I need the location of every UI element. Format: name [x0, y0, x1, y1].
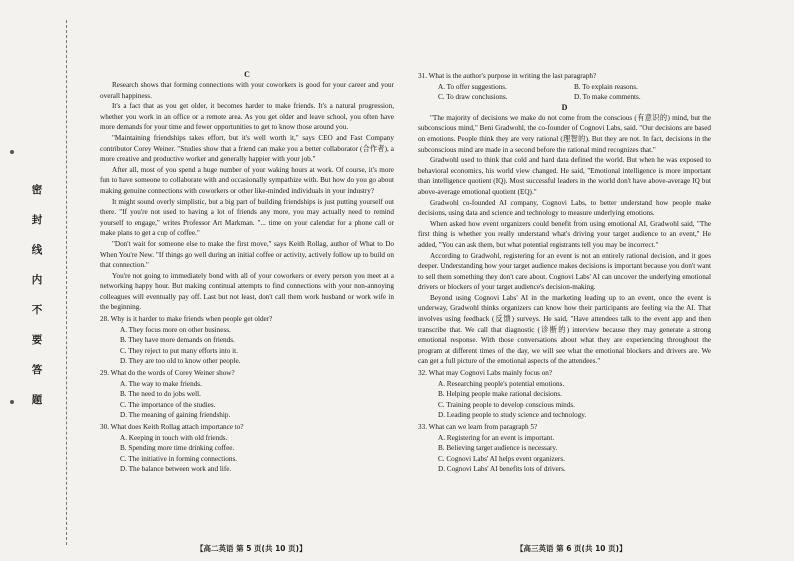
answer-option: B. The need to do jobs well. — [120, 390, 201, 399]
passage-d-paragraph: Gradwohl co-founded AI company, Cognovi Labs, to better understand how people make decisions, using data and science and technology to measure underlying emotions. — [418, 198, 711, 218]
answer-option: A. Researching people's potential emotions. — [438, 379, 565, 388]
passage-d-paragraph: According to Gradwohl, registering for an event is not an entirely rational decision, and it goes deeper. Understanding how your target audience makes decisions is important because you don't want to sell them something they don't care about. Cognovi Labs' AI can uncover the underlying emotional drivers or blockers of your target audience's decision-making. — [418, 251, 711, 292]
answer-option: A. To offer suggestions. — [438, 82, 507, 91]
left-page-column — [100, 70, 394, 475]
seal-char: 内 — [31, 274, 43, 286]
answer-option-row — [418, 92, 711, 103]
seal-line-notice — [28, 175, 46, 415]
answer-option: C. Training people to develop conscious minds. — [438, 400, 575, 409]
question-stem: 31. What is the author's purpose in writing the last paragraph? — [418, 72, 597, 80]
question-stem: 32. What may Cognovi Labs mainly focus on? — [418, 369, 553, 378]
passage-c-paragraph: You're not going to immediately bond with all of your coworkers or every person you meet at a networking happy hour. But making continual attempts to find connections with your non-annoying colleagues will eventually pay off. Last but not least, don't call them work husband or work wife in the beginning. — [100, 271, 394, 312]
passage-c-paragraph: It might sound overly simplistic, but a big part of building friendships is just putting yourself out there. "If you're not used to having a lot of friends any more, you may actually need to remind yourself to engage," writes Professor Art Markman. "... time on your calendar for a phone call or make plans to get a cup of coffee." — [100, 197, 394, 238]
question-stem: 29. What do the words of Corey Weiner show? — [100, 369, 235, 378]
right-page-column — [418, 70, 711, 475]
question-stem: 28. Why is it harder to make friends when people get older? — [100, 315, 273, 324]
question-28 — [100, 314, 394, 367]
passage-d-paragraph: When asked how event organizers could benefit from using emotional AI, Gradwohl said, "The first thing is whether you really understand what's driving your target audience to an event," He added, "You can ask them, but what potential registrants tell you may be incorrect." — [418, 219, 711, 249]
binding-hole-dot — [10, 150, 14, 154]
question-29 — [100, 368, 394, 421]
answer-option: A. Keeping in touch with old friends. — [120, 433, 228, 442]
passage-c-paragraph: "Don't wait for someone else to make the first move," says Keith Rollag, author of What to Do When You're New. "If things go well during an initial coffee or activity, actively follow up to build on that connection." — [100, 239, 394, 270]
passage-label-c: C — [244, 70, 250, 79]
question-stem: 30. What does Keith Rollag attach importance to? — [100, 423, 244, 431]
passage-c-paragraph: After all, most of you spend a huge number of your waking hours at work. Of course, it's more fun to have someone to collaborate with and occasionally sympathize with. But how do you go about making genuine connections with coworkers or other like-minded individuals in your industry? — [100, 165, 394, 195]
binding-margin — [0, 0, 96, 561]
answer-option: B. Helping people make rational decisions. — [438, 390, 562, 399]
question-stem: 33. What can we learn from paragraph 5? — [418, 423, 538, 431]
passage-d-paragraph: Beyond using Cognovi Labs' AI in the marketing leading up to an event, once the event is underway, Gradwohl thinks organizers can know how their participants are feeling via the AI. That involves using feedback (反馈) surveys. He said, "Have attendees talk to the event app and then transcribe that. We call that diagnostic (诊断的) interview because they may generate a strong emotional response. With those conversations about what they are experiencing throughout the program at different times of the day, we will see what the emotional blockers and drivers are. We can get a full picture of the emotional aspects of the attendees." — [418, 293, 711, 366]
answer-option: B. To explain reasons. — [574, 82, 638, 91]
answer-option: D. The balance between work and life. — [120, 465, 232, 474]
seal-char: 封 — [31, 214, 43, 226]
passage-label-d: D — [561, 102, 568, 112]
answer-option: B. Spending more time drinking coffee. — [120, 444, 235, 453]
answer-option: C. They reject to put many efforts into it. — [120, 346, 238, 355]
passage-d-paragraph: Gradwohl used to think that cold and hard data defined the world. But when he was exposed to behavioral economics, his world view changed. He said, "Emotional intelligence is more important than intelligence quotient (IQ). Most successful leaders in the world don't have above-average IQ but above-average emotional quotient (EQ)." — [418, 156, 711, 196]
passage-c-paragraph: It's a fact that as you get older, it becomes harder to make friends. It's a natural progression, whether you work in an office or a remote area. As you get older and leave school, you often have more demands for your time and fewer opportunities to get to know those around you. — [100, 102, 394, 132]
page-footer-right: 【高三英语 第 6 页(共 10 页)】 — [516, 544, 627, 553]
page-footer-left: 【高二英语 第 5 页(共 10 页)】 — [196, 544, 307, 553]
answer-option: D. They are too old to know other people. — [120, 357, 241, 366]
answer-option: C. To draw conclusions. — [438, 93, 508, 102]
answer-option: C. The initiative in forming connections. — [120, 454, 238, 463]
passage-c-paragraph: Research shows that forming connections with your coworkers is good for your career and your overall happiness. — [100, 81, 394, 100]
answer-option: D. Leading people to study science and technology. — [438, 411, 587, 420]
seal-char: 题 — [31, 394, 43, 406]
answer-option: C. The importance of the studies. — [120, 400, 216, 409]
answer-option: D. To make comments. — [574, 93, 641, 102]
answer-option: A. The way to make friends. — [120, 379, 202, 388]
answer-option: D. The meaning of gaining friendship. — [120, 411, 231, 420]
answer-option: B. They have more demands on friends. — [120, 336, 235, 345]
answer-option: C. Cognovi Labs' AI helps event organizers. — [438, 454, 565, 463]
seal-char: 要 — [31, 334, 43, 346]
question-30 — [100, 422, 394, 475]
passage-c-paragraph: "Maintaining friendships takes effort, but it's well worth it," says CEO and Fast Company contributor Corey Weiner. "Studies show that a friend can make you a better collaborator (合作者), a more creative and productive worker and generally happier with your job." — [100, 133, 394, 164]
question-31 — [418, 71, 711, 103]
answer-option: D. Cognovi Labs' AI benefits lots of drivers. — [438, 465, 566, 474]
seal-line — [66, 20, 67, 545]
seal-char: 答 — [31, 364, 43, 376]
binding-hole-dot — [10, 400, 14, 404]
seal-char: 不 — [31, 304, 43, 316]
answer-option: B. Believing target audience is necessary. — [438, 444, 558, 453]
seal-char: 线 — [31, 244, 43, 256]
question-32 — [418, 368, 711, 421]
question-33 — [418, 422, 711, 475]
answer-option: A. They focus more on other business. — [120, 325, 231, 334]
answer-option: A. Registering for an event is important. — [438, 433, 555, 442]
seal-char: 密 — [31, 184, 43, 196]
answer-option-row — [418, 82, 711, 93]
passage-d-paragraph: "The majority of decisions we make do not come from the conscious (有意识的) mind, but the subconscious mind," Beni Gradwohl, the co-founder of Cognovi Labs, said. "Our decisions are based on emotions. People think they are very rational (理智的). But they are not. In fact, decisions in the subconscious mind are made in a second before the rational mind recognizes that." — [418, 113, 711, 154]
